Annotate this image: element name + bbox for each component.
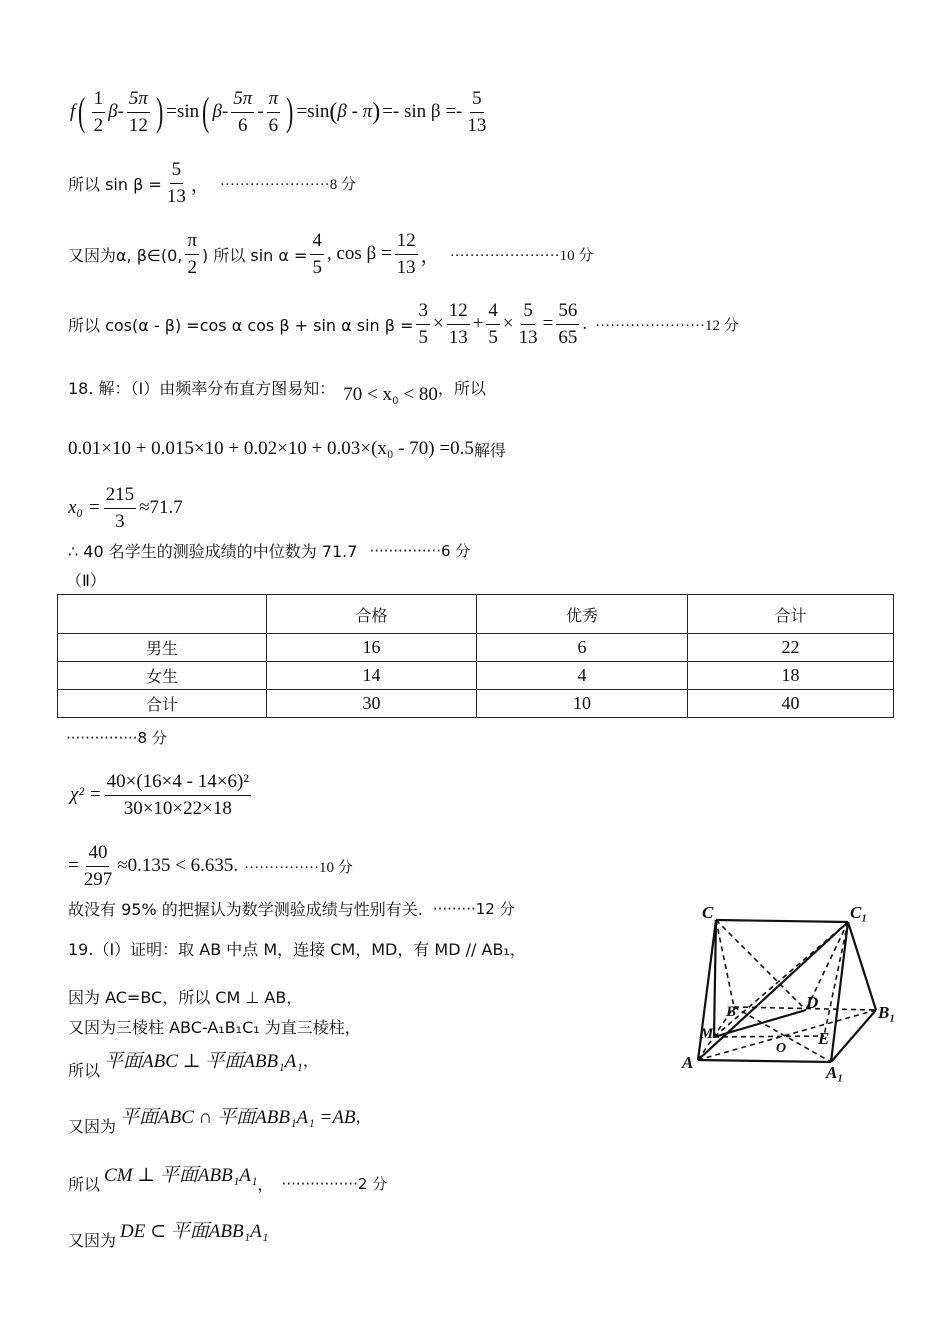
edge-C1-A1	[831, 922, 848, 1062]
chi-square-formula: χ² = $\frac{\text{40×(16×4 - 14×6)²}}{30\times 10\times 22\times 18}$	[70, 770, 249, 819]
line-alpha-beta: 又因为α, β∈(0, $\frac{\pi}{2}$ ) 所以 sin α = $\frac{4}{5}$ , cos β = $\frac{12}{13}$ ， ······················10 分	[68, 229, 594, 278]
table-row	[58, 634, 894, 662]
table-cell: 男生	[58, 634, 267, 662]
score-marker: ······················8 分	[219, 176, 356, 193]
score-marker: ···············8 分	[66, 728, 167, 747]
table-cell: 16	[267, 634, 477, 662]
table-cell: 40	[688, 690, 894, 718]
left-paren: (	[78, 89, 86, 134]
hidden-edge-C-B	[716, 920, 734, 1007]
line-sin-beta: 所以 sin β = $\frac{5}{13}$ ， ······················8 分	[68, 158, 356, 207]
proof-line: 因为 AC=BC，所以 CM ⊥ AB，	[68, 987, 303, 1007]
label-D: D	[806, 993, 819, 1012]
label-C: C	[702, 903, 714, 922]
edge-C-C1	[716, 920, 848, 922]
label-C1: C₁	[850, 903, 868, 922]
problem-18-heading: 18. 解：（Ⅰ）由频率分布直方图易知： 70 < x₀ < 80 ，所以	[68, 378, 486, 405]
label-B1: B₁	[878, 1003, 896, 1022]
table-row	[58, 662, 894, 690]
table-cell: 30	[267, 690, 477, 718]
table-cell: 18	[688, 662, 894, 690]
proof-line: 所以 CM ⊥ 平面ABB₁A₁ ， ················2 分	[68, 1164, 388, 1194]
fraction-half: $\frac{1}{2}$	[93, 87, 104, 136]
median-equation: 0.01×10 + 0.015×10 + 0.02×10 + 0.03×(x₀ - 70) =0.5 解得	[68, 438, 506, 460]
prism-figure	[676, 902, 906, 1082]
label-B: B	[726, 1004, 737, 1020]
fraction-5pi-6: $\frac{5\pi}{6}$	[233, 87, 253, 136]
score-marker: ·········12 分	[432, 899, 515, 918]
table-cell: 14	[267, 662, 477, 690]
fraction-pi-6: $\frac{\pi}{6}$	[268, 87, 279, 136]
table-cell: 合格	[267, 595, 477, 634]
table-row	[58, 690, 894, 718]
score-marker: ···············10 分	[244, 859, 353, 876]
label-A: A	[682, 1053, 694, 1072]
table-cell: 6	[477, 634, 688, 662]
label-E: E	[818, 1029, 830, 1048]
hidden-edge-C-D	[716, 920, 806, 1010]
score-marker: ···············6 分	[369, 541, 471, 560]
score-marker: ······················12 分	[595, 317, 739, 334]
table-cell: 10	[477, 690, 688, 718]
part-ii-label: （Ⅱ）	[66, 570, 106, 590]
fraction-5pi-12: $\frac{5\pi}{12}$	[128, 87, 148, 136]
table-cell: 合计	[58, 690, 267, 718]
line-cos-difference: 所以 cos(α - β) =cos α cos β + sin α sin β = $\frac{3}{5}$ × $\frac{12}{13}$ + $\frac{4}{5}$ × $\frac{5}{13}$ = $\frac{56}{65}$ . ······················12 分	[68, 299, 739, 348]
table-cell: 优秀	[477, 595, 688, 634]
table-cell	[58, 595, 267, 634]
proof-line: 又因为三棱柱 ABC-A₁B₁C₁ 为直三棱柱，	[68, 1017, 361, 1037]
score-marker: ······················10 分	[449, 247, 594, 264]
label-O: O	[776, 1041, 787, 1056]
conclusion-independence: 故没有 95% 的把握认为数学测验成绩与性别有关. ·········12 分	[68, 899, 515, 919]
score-marker: ················2 分	[281, 1174, 388, 1193]
table-cell: 合计	[688, 595, 894, 634]
label-M: M	[700, 1026, 714, 1042]
table-cell: 22	[688, 634, 894, 662]
score-line-8	[66, 726, 167, 748]
edge-C1-B1	[848, 922, 876, 1010]
median-conclusion: ∴ 40 名学生的测验成绩的中位数为 71.7 ···············6 分	[68, 541, 471, 561]
contingency-table	[57, 594, 894, 718]
equation-f-value: f ( $\frac{1}{2}$ β - $\frac{5\pi}{12}$ ) =sin ( β - $\frac{5\pi}{6}$ - $\frac{\pi}{6}$ ) =sin ( β - π ) =- sin β =- $\frac{5}{13}$	[70, 87, 487, 136]
edge-B1-A1	[831, 1010, 876, 1062]
hidden-edge-M-E	[714, 1036, 824, 1037]
median-result: x₀ = $\frac{215}{3}$ ≈71.7	[68, 483, 183, 532]
chi-square-value: = $\frac{40}{297}$ ≈0.135 < 6.635. ···············10 分	[68, 841, 353, 890]
fraction-result: $\frac{5}{13}$	[467, 87, 487, 136]
proof-line: 又因为 平面ABC ∩ 平面ABB₁A₁ =AB ，	[68, 1106, 372, 1136]
problem-19-heading: 19.（Ⅰ）证明：取 AB 中点 M，连接 CM，MD，有 MD // AB₁，	[68, 939, 526, 959]
table-cell: 4	[477, 662, 688, 690]
proof-line: 所以 平面ABC ⊥ 平面ABB₁A₁ ，	[68, 1050, 319, 1080]
table-cell: 女生	[58, 662, 267, 690]
label-A1: A₁	[826, 1063, 844, 1082]
table-header-row	[58, 595, 894, 634]
edge-A-A1	[698, 1060, 831, 1062]
proof-line: 又因为 DE ⊂ 平面ABB₁A₁	[68, 1220, 269, 1250]
